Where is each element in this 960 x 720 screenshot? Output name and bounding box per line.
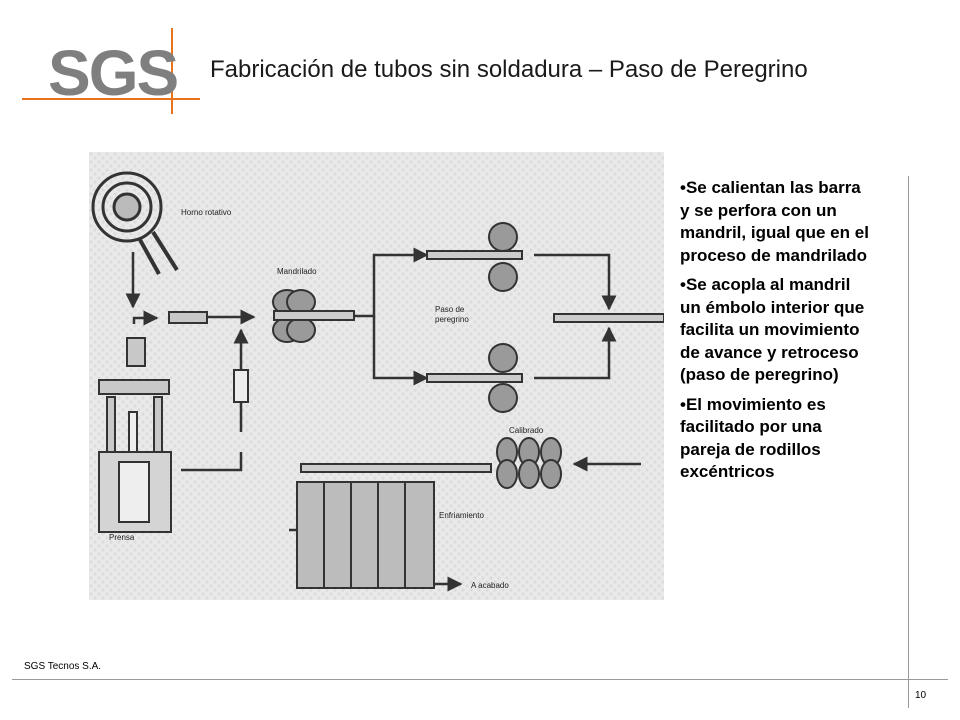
- label-calibrado: Calibrado: [509, 426, 544, 435]
- bullet-item: •Se calientan las barra y se perfora con un mandril, igual que en el proceso de mandrilado: [680, 178, 869, 265]
- logo-text: SGS: [48, 37, 178, 109]
- label-paso-1: Paso de: [435, 305, 465, 314]
- slide-title: Fabricación de tubos sin soldadura – Paso de Peregrino: [210, 56, 808, 83]
- label-prensa: Prensa: [109, 533, 135, 542]
- label-paso-2: peregrino: [435, 315, 469, 324]
- bullet-item: •El movimiento es facilitado por una pareja de rodillos excéntricos: [680, 394, 826, 481]
- process-diagram: [89, 152, 664, 600]
- sgs-logo: [22, 28, 202, 118]
- divider-vertical: [908, 176, 909, 708]
- label-acabado: A acabado: [471, 581, 509, 590]
- label-horno: Horno rotativo: [181, 208, 232, 217]
- bullet-item: •Se acopla al mandril un émbolo interior que facilita un movimiento de avance y retroceso (paso de peregrino): [680, 275, 865, 384]
- label-enfriamiento: Enfriamiento: [439, 511, 484, 520]
- label-mandrilado: Mandrilado: [277, 267, 317, 276]
- divider-horizontal: [12, 679, 948, 680]
- page-number: 10: [915, 690, 927, 701]
- bullet-list: [680, 177, 930, 491]
- footer-company: SGS Tecnos S.A.: [24, 661, 102, 672]
